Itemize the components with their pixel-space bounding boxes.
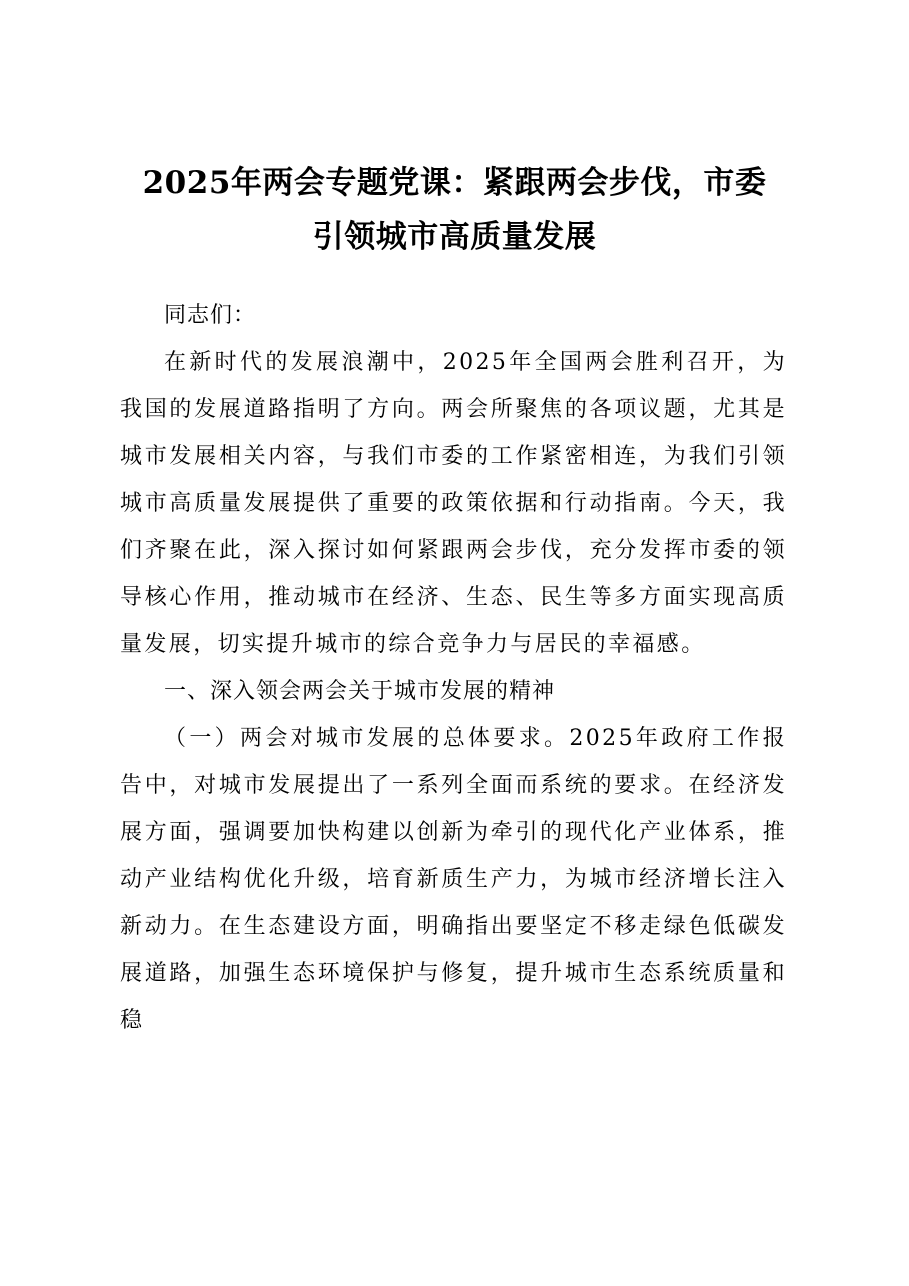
document-body bbox=[120, 292, 787, 1044]
document-title bbox=[120, 156, 789, 264]
subsection-paragraph-1: （一）两会对城市发展的总体要求。2025年政府工作报告中，对城市发展提出了一系列全面而系统的要求。在经济发展方面，强调要加快构建以创新为牵引的现代化产业体系，推动产业结构优化升级，培育新质生产力，为城市经济增长注入新动力。在生态建设方面，明确指出要坚定不移走绿色低碳发展道路，加强生态环境保护与修复，提升城市生态系统质量和稳 bbox=[120, 726, 787, 1033]
section-heading-1: 一、深入领会两会关于城市发展的精神 bbox=[164, 679, 556, 704]
title-line-2: 引领城市高质量发展 bbox=[312, 219, 597, 255]
title-line-1: 2025年两会专题党课：紧跟两会步伐，市委 bbox=[142, 165, 767, 201]
intro-paragraph: 在新时代的发展浪潮中，2025年全国两会胜利召开，为我国的发展道路指明了方向。两会所聚焦的各项议题，尤其是城市发展相关内容，与我们市委的工作紧密相连，为我们引领城市高质量发展提供了重要的政策依据和行动指南。今天，我们齐聚在此，深入探讨如何紧跟两会步伐，充分发挥市委的领导核心作用，推动城市在经济、生态、民生等多方面实现高质量发展，切实提升城市的综合竞争力与居民的幸福感。 bbox=[120, 350, 787, 657]
greeting-paragraph: 同志们： bbox=[164, 303, 257, 328]
